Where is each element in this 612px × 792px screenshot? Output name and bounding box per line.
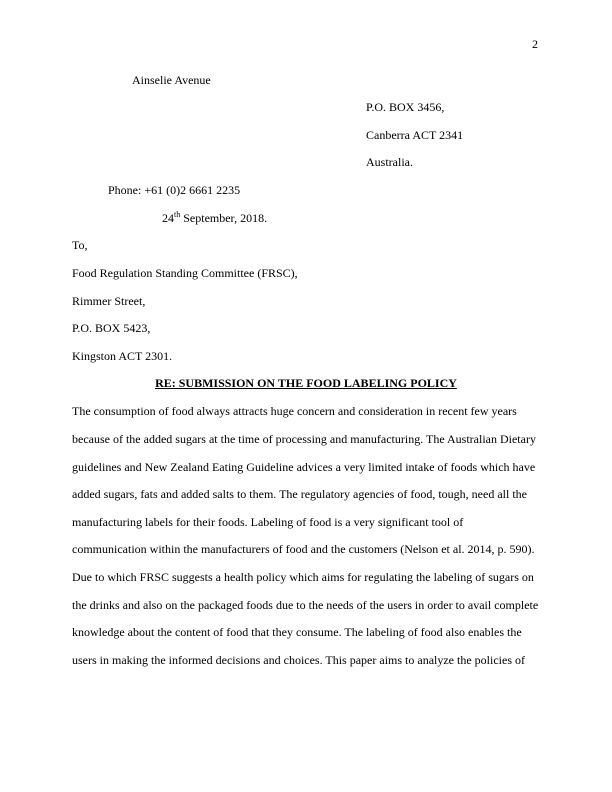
sender-city: Canberra ACT 2341: [366, 128, 464, 142]
body-text-line: the drinks and also on the packaged foods due to the needs of the users in order to avail complete: [72, 598, 539, 612]
recipient-salutation: To,: [72, 238, 88, 252]
date-day: 24: [162, 211, 174, 225]
letter-heading: RE: SUBMISSION ON THE FOOD LABELING POLICY: [155, 376, 457, 390]
body-text-line: knowledge about the content of food that they consume. The labeling of food also enables the: [72, 625, 522, 639]
recipient-line: Kingston ACT 2301.: [72, 349, 173, 363]
body-text-line: because of the added sugars at the time of processing and manufacturing. The Australian Dietary: [72, 432, 536, 446]
body-text-line: communication within the manufacturers of food and the customers (Nelson et al. 2014, p. 590).: [72, 542, 535, 556]
sender-street: Ainselie Avenue: [132, 73, 211, 87]
letter-date: [162, 211, 267, 227]
sender-phone: Phone: +61 (0)2 6661 2235: [108, 183, 241, 197]
sender-country: Australia.: [366, 155, 413, 169]
body-text-line: users in making the informed decisions and choices. This paper aims to analyze the policies of: [72, 653, 525, 667]
date-rest: September, 2018.: [180, 211, 268, 225]
recipient-line: Rimmer Street,: [72, 294, 146, 308]
recipient-line: Food Regulation Standing Committee (FRSC),: [72, 266, 298, 280]
sender-po-box: P.O. BOX 3456,: [366, 100, 445, 114]
body-text-line: Due to which FRSC suggests a health policy which aims for regulating the labeling of sugars on: [72, 570, 534, 584]
body-text-line: added sugars, fats and added salts to them. The regulatory agencies of food, tough, need all the: [72, 487, 527, 501]
body-text-line: manufacturing labels for their foods. Labeling of food is a very significant tool of: [72, 515, 464, 529]
page-number: 2: [532, 37, 538, 51]
recipient-line: P.O. BOX 5423,: [72, 321, 151, 335]
date-suffix: th: [174, 210, 181, 219]
body-text-line: The consumption of food always attracts huge concern and consideration in recent few years: [72, 404, 517, 418]
body-text-line: guidelines and New Zealand Eating Guideline advices a very limited intake of foods which have: [72, 460, 536, 474]
